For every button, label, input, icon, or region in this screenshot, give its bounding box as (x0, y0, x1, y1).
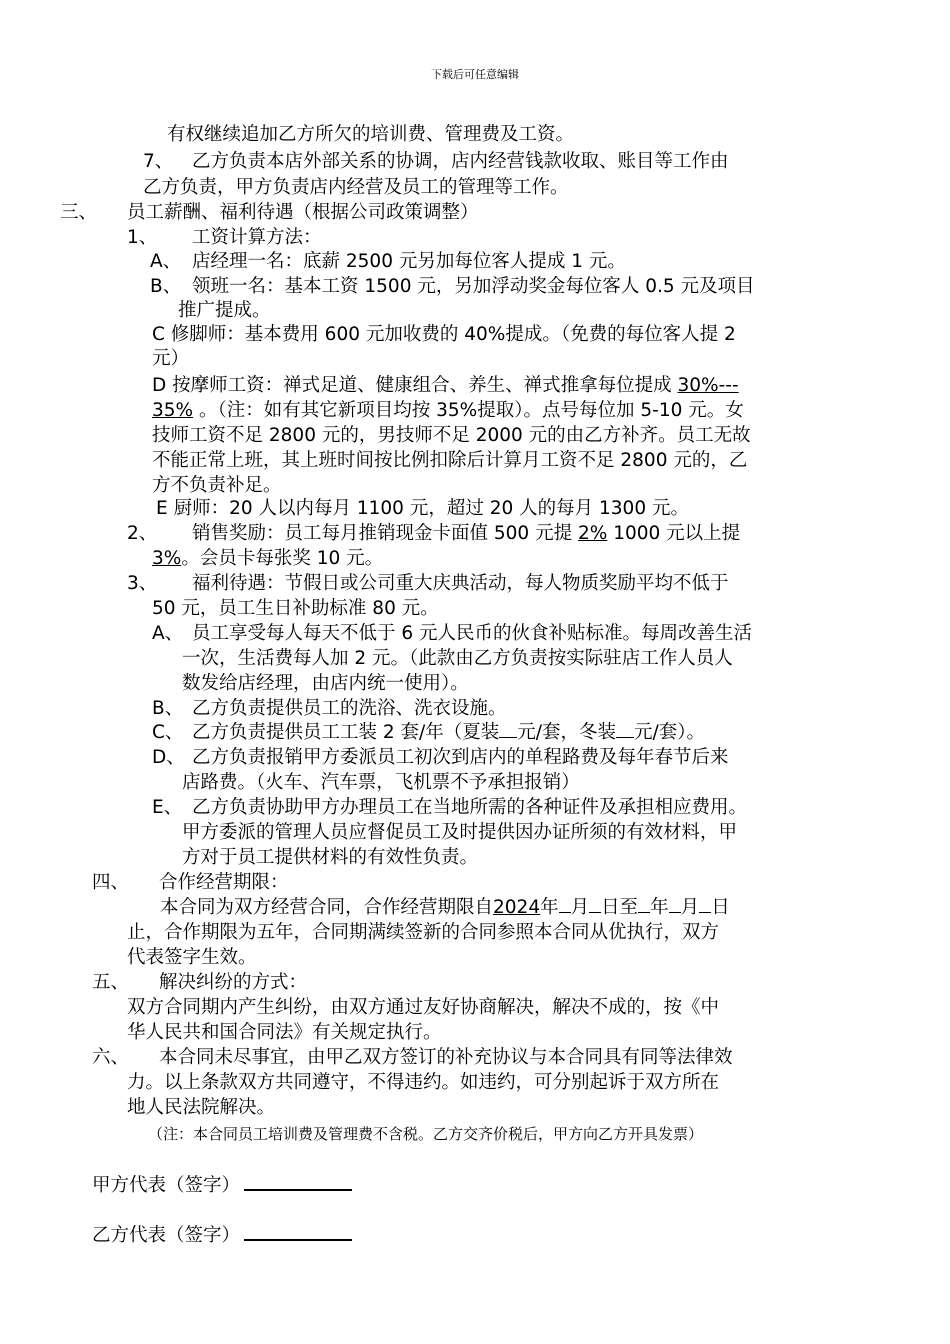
sub1-number: 1、 (127, 227, 158, 248)
winter-price-blank (616, 721, 634, 738)
welfare-c-text (192, 721, 705, 745)
item7-line2: 乙方负责，甲方负责店内经营及员工的管理等工作。 (143, 177, 569, 198)
start-month-blank (559, 896, 571, 913)
end-month-unit: 月 (680, 897, 700, 918)
section4-line1 (160, 896, 730, 920)
item7-number: 7、 (143, 151, 174, 172)
item7-line1: 乙方负责本店外部关系的协调，店内经营钱款收取、账目等工作由 (192, 151, 729, 172)
welfare-e-line1: 乙方负责协助甲方办理员工在当地所需的各种证件及承担相应费用。 (192, 797, 748, 818)
end-month-blank (669, 896, 681, 913)
salary-d-line2 (152, 399, 744, 423)
end-year-blank (638, 896, 650, 913)
salary-e-text: E 厨师：20 人以内每月 1100 元，超过 20 人的每月 1300 元。 (156, 498, 689, 519)
section5-line1: 双方合同期内产生纠纷，由双方通过友好协商解决，解决不成的，按《中 (127, 997, 720, 1018)
salary-d-rate-end: 35% (152, 400, 194, 421)
start-year-unit: 年 (540, 897, 559, 918)
salary-b-line2: 推广提成。 (178, 300, 271, 321)
salary-d-line1 (152, 374, 739, 398)
section6-line3: 地人民法院解决。 (127, 1097, 276, 1118)
salary-d-line1-text: D 按摩师工资：禅式足道、健康组合、养生、禅式推拿每位提成 (152, 375, 678, 396)
end-day-unit: 日 (711, 897, 730, 918)
welfare-e-line3: 方对于员工提供材料的有效性负责。 (182, 847, 479, 868)
welfare-c-part1: 乙方负责提供员工工装 2 套/年（夏装 (192, 722, 500, 743)
section6-line2: 力。以上条款双方共同遵守，不得违约。如违约，可分别起诉于双方所在 (127, 1072, 720, 1093)
section5-title: 解决纠纷的方式： (159, 972, 308, 993)
welfare-c-number: C、 (152, 722, 184, 743)
section5-line2: 华人民共和国合同法》有关规定执行。 (127, 1022, 442, 1043)
tax-note: （注：本合同员工培训费及管理费不含税。乙方交齐价税后，甲方向乙方开具发票） (148, 1125, 704, 1143)
welfare-b-text: 乙方负责提供员工的洗浴、洗衣设施。 (192, 698, 507, 719)
sub2-line2-text: 。会员卡每张奖 10 元。 (181, 548, 384, 569)
sub2-number: 2、 (127, 523, 158, 544)
sub2-line1-text: 销售奖励：员工每月推销现金卡面值 500 元提 (192, 523, 578, 544)
start-month-unit: 月 (570, 897, 590, 918)
party-b-signature-line[interactable] (244, 1221, 352, 1241)
start-day-unit: 日至 (601, 897, 639, 918)
salary-d-line2-text: 。（注：如有其它新项目均按 35%提取）。点号每位加 5-10 元。女 (193, 400, 744, 421)
welfare-c-part2: 元/套，冬装 (517, 722, 617, 743)
welfare-e-number: E、 (152, 797, 183, 818)
sub2-rate2: 3% (152, 548, 182, 569)
start-day-blank (589, 896, 601, 913)
welfare-c-part3: 元/套）。 (634, 722, 705, 743)
sub2-line2 (152, 547, 383, 571)
welfare-b-number: B、 (152, 698, 184, 719)
start-year: 2024 (493, 897, 541, 918)
party-a-signature (92, 1171, 352, 1198)
welfare-a-line1: 员工享受每人每天不低于 6 元人民币的伙食补贴标准。每周改善生活 (192, 623, 753, 644)
party-b-label: 乙方代表（签字） (92, 1225, 241, 1246)
section3-title: 员工薪酬、福利待遇（根据公司政策调整） (127, 202, 479, 223)
welfare-d-line1: 乙方负责报销甲方委派员工初次到店内的单程路费及每年春节后来 (192, 747, 729, 768)
sub1-title: 工资计算方法： (192, 227, 322, 248)
section5-number: 五、 (92, 972, 130, 993)
welfare-d-number: D、 (152, 747, 185, 768)
section6-number: 六、 (92, 1047, 130, 1068)
salary-d-line5: 方不负责补足。 (152, 475, 282, 496)
section4-number: 四、 (92, 872, 130, 893)
welfare-a-line3: 数发给店经理，由店内统一使用）。 (182, 673, 469, 694)
section4-title: 合作经营期限： (159, 872, 289, 893)
sub2-line1 (192, 522, 740, 546)
welfare-d-line2: 店路费。（火车、汽车票，飞机票不予承担报销） (182, 772, 580, 793)
welfare-e-line2: 甲方委派的管理人员应督促员工及时提供因办证所须的有效材料，甲 (182, 822, 738, 843)
salary-d-line4: 不能正常上班，其上班时间按比例扣除后计算月工资不足 2800 元的，乙 (152, 450, 748, 471)
section6-line1: 本合同未尽事宜，由甲乙双方签订的补充协议与本合同具有同等法律效 (159, 1047, 733, 1068)
party-b-signature (92, 1221, 352, 1248)
end-day-blank (699, 896, 711, 913)
salary-b-line1: 领班一名：基本工资 1500 元，另加浮动奖金每位客人 0.5 元及项目 (192, 276, 755, 297)
section3-number: 三、 (60, 202, 98, 223)
sub2-rate1: 2% (577, 523, 608, 544)
salary-d-line3: 技师工资不足 2800 元的，男技师不足 2000 元的由乙方补齐。员工无故 (152, 425, 751, 446)
sub3-number: 3、 (127, 573, 158, 594)
sub2-line1-tail: 1000 元以上提 (607, 523, 741, 544)
salary-c-line2: 元） (152, 348, 190, 369)
party-a-label: 甲方代表（签字） (92, 1175, 241, 1196)
end-year-unit: 年 (650, 897, 669, 918)
section4-line2: 止，合作期限为五年，合同期满续签新的合同参照本合同从优执行，双方 (127, 922, 720, 943)
party-a-signature-line[interactable] (244, 1171, 352, 1191)
sub3-line1: 福利待遇：节假日或公司重大庆典活动，每人物质奖励平均不低于 (192, 573, 729, 594)
salary-d-rate-start: 30%--- (677, 375, 739, 396)
welfare-a-number: A、 (152, 623, 184, 644)
sub3-line2: 50 元，员工生日补助标准 80 元。 (152, 598, 439, 619)
welfare-a-line2: 一次，生活费每人加 2 元。（此款由乙方负责按实际驻店工作人员人 (182, 648, 733, 669)
page-header-note: 下载后可任意编辑 (431, 68, 519, 81)
salary-c-line1: C 修脚师：基本费用 600 元加收费的 40%提成。（免费的每位客人提 2 (152, 324, 736, 345)
salary-a-number: A、 (150, 251, 182, 272)
salary-a-text: 店经理一名：底薪 2500 元另加每位客人提成 1 元。 (192, 251, 626, 272)
item6-continuation: 有权继续追加乙方所欠的培训费、管理费及工资。 (167, 124, 575, 145)
section4-line3: 代表签字生效。 (127, 947, 257, 968)
salary-b-number: B、 (150, 276, 182, 297)
summer-price-blank (499, 721, 517, 738)
section4-line1-text: 本合同为双方经营合同，合作经营期限自 (160, 897, 494, 918)
